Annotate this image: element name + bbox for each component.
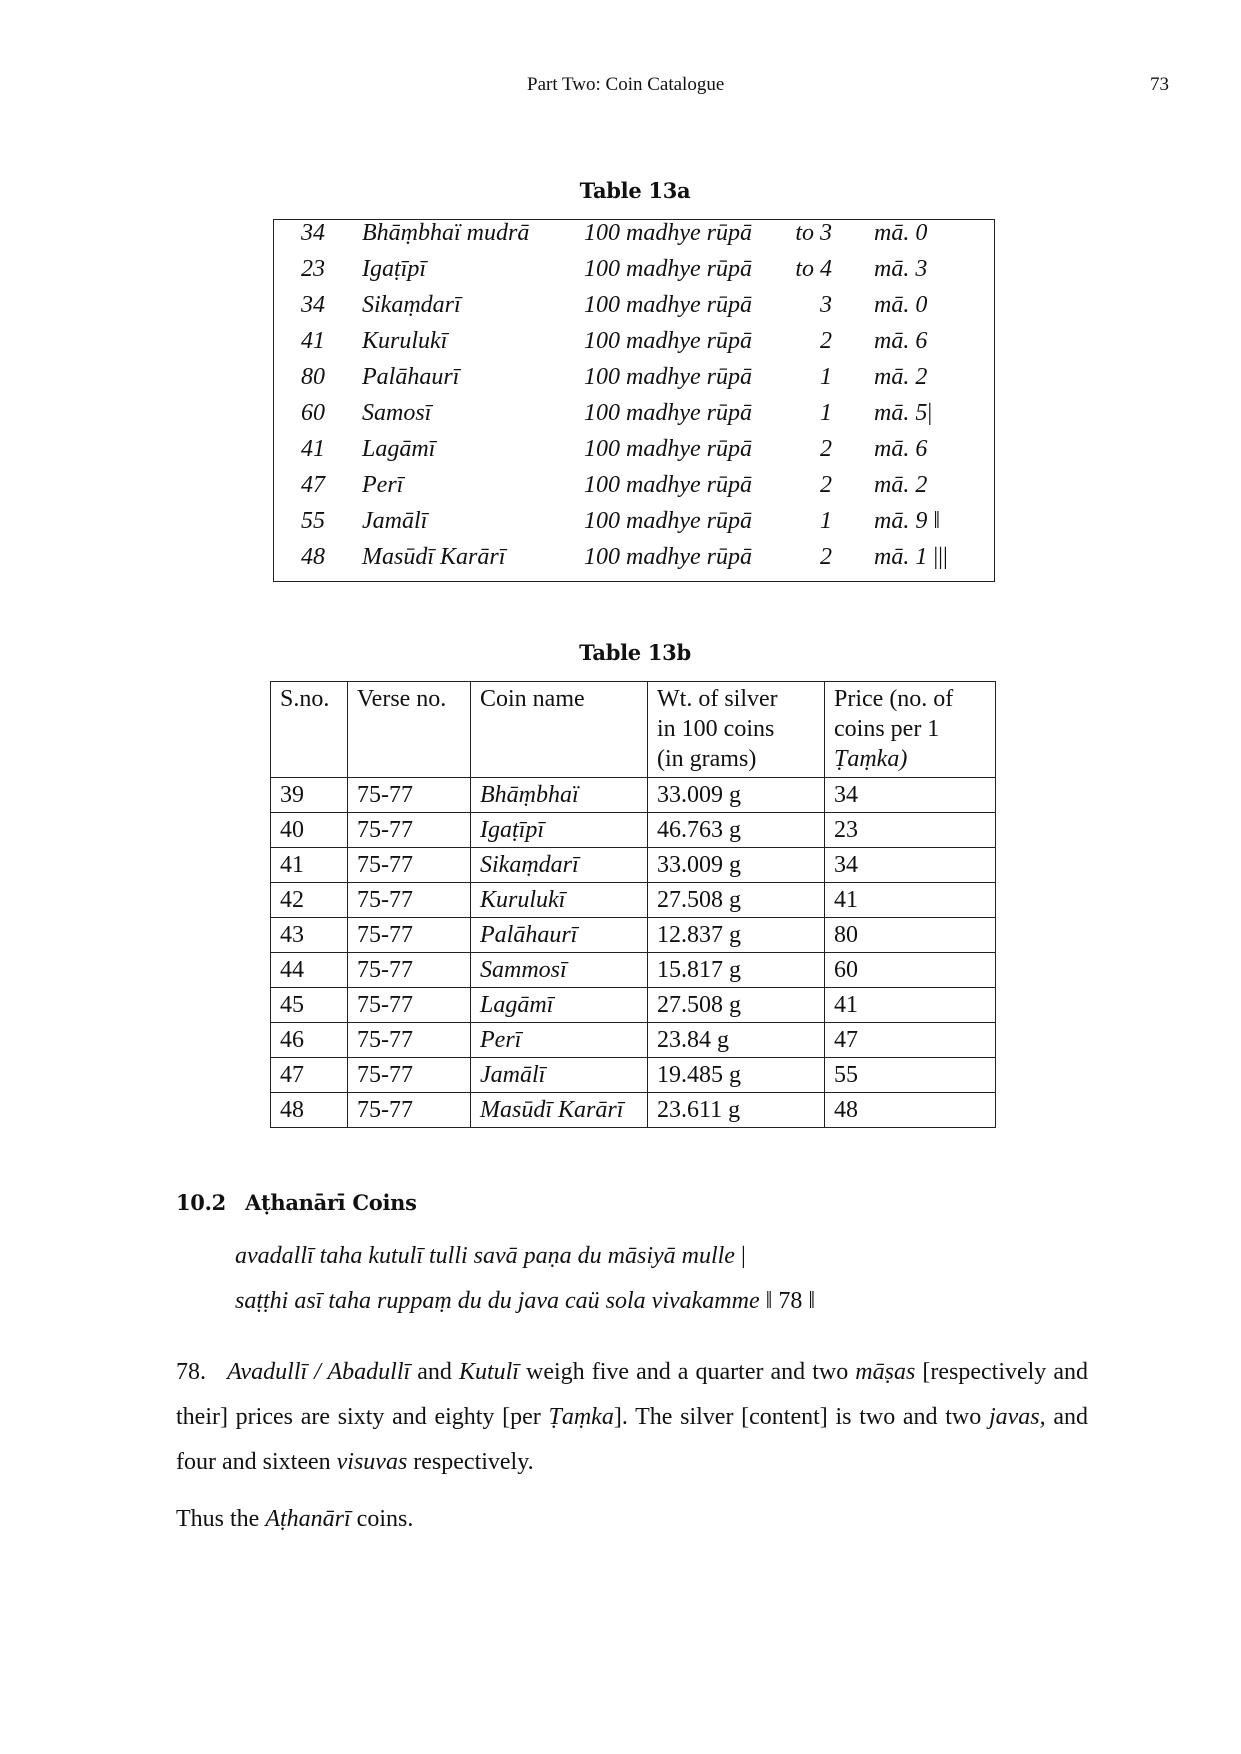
table-row bbox=[274, 292, 994, 328]
count-cell: to 4 bbox=[795, 256, 832, 282]
danda-mark: | bbox=[740, 1243, 746, 1269]
weight-cell: 12.837 g bbox=[648, 918, 825, 953]
masa-cell bbox=[874, 400, 932, 427]
term: Ṭaṃka bbox=[548, 1404, 614, 1430]
text: weigh five and a quarter and two bbox=[518, 1359, 856, 1385]
closing-paragraph bbox=[176, 1497, 1088, 1542]
price-cell: 55 bbox=[301, 508, 325, 534]
verse-cell: 75-77 bbox=[348, 813, 471, 848]
price-cell: 34 bbox=[825, 848, 996, 883]
price-cell: 47 bbox=[825, 1023, 996, 1058]
table-13a bbox=[273, 219, 995, 582]
header-weight-line: Wt. of silver bbox=[657, 686, 778, 712]
text: and bbox=[410, 1359, 459, 1385]
verse-cell: 75-77 bbox=[348, 953, 471, 988]
term: Aṭhanārī bbox=[265, 1506, 351, 1532]
coin-cell: Masūdī Karārī bbox=[362, 544, 506, 570]
table-row bbox=[274, 472, 994, 508]
table-row bbox=[271, 988, 996, 1023]
table-row bbox=[274, 508, 994, 544]
coin-name-cell: Kurulukī bbox=[471, 883, 648, 918]
weight-cell: 23.611 g bbox=[648, 1093, 825, 1128]
sno-cell: 44 bbox=[271, 953, 348, 988]
count-cell: 2 bbox=[820, 436, 832, 462]
sno-cell: 46 bbox=[271, 1023, 348, 1058]
masa-cell bbox=[874, 472, 927, 499]
phrase-cell: 100 madhye rūpā bbox=[584, 544, 752, 570]
phrase-cell: 100 madhye rūpā bbox=[584, 328, 752, 354]
price-cell: 60 bbox=[825, 953, 996, 988]
count-cell: to 3 bbox=[795, 220, 832, 246]
masa-value: mā. 1 bbox=[874, 544, 928, 570]
phrase-cell: 100 madhye rūpā bbox=[584, 400, 752, 426]
masa-cell bbox=[874, 256, 927, 283]
table-13b-caption: Table 13b bbox=[579, 640, 691, 665]
table-row bbox=[271, 813, 996, 848]
verse-number: ‖ 78 ‖ bbox=[765, 1288, 816, 1314]
table-row bbox=[274, 400, 994, 436]
masa-value: mā. 5 bbox=[874, 400, 928, 426]
coin-name-cell: Jamālī bbox=[471, 1058, 648, 1093]
header-price-line: Ṭaṃka) bbox=[834, 746, 908, 772]
danda-mark: ||| bbox=[933, 544, 948, 570]
header-weight-line: in 100 coins bbox=[657, 716, 775, 742]
masa-value: mā. 0 bbox=[874, 292, 928, 318]
masa-cell bbox=[874, 328, 927, 355]
verse-text: avadallī taha kutulī tulli savā paṇa du māsiyā mulle bbox=[235, 1243, 735, 1269]
sno-cell: 41 bbox=[271, 848, 348, 883]
verse-cell: 75-77 bbox=[348, 1093, 471, 1128]
table-row bbox=[274, 256, 994, 292]
coin-cell: Perī bbox=[362, 472, 404, 498]
text: Thus the bbox=[176, 1506, 266, 1532]
masa-value: mā. 6 bbox=[874, 328, 928, 354]
verse-ref: 78. bbox=[176, 1359, 206, 1385]
sno-cell: 47 bbox=[271, 1058, 348, 1093]
table-row bbox=[271, 883, 996, 918]
phrase-cell: 100 madhye rūpā bbox=[584, 472, 752, 498]
verse-cell: 75-77 bbox=[348, 918, 471, 953]
header-price-line: Price (no. of bbox=[834, 686, 954, 712]
sno-cell: 42 bbox=[271, 883, 348, 918]
coin-name-cell: Perī bbox=[471, 1023, 648, 1058]
masa-value: mā. 0 bbox=[874, 220, 928, 246]
table-row bbox=[271, 1093, 996, 1128]
count-cell: 2 bbox=[820, 544, 832, 570]
weight-cell: 46.763 g bbox=[648, 813, 825, 848]
coin-cell: Sikaṃdarī bbox=[362, 292, 461, 318]
term: Avadullī / Abadullī bbox=[227, 1359, 411, 1385]
text: [respectively and their] prices are sixty and eighty [per bbox=[176, 1359, 1089, 1430]
coin-cell: Jamālī bbox=[362, 508, 428, 534]
coin-cell: Bhāṃbhaï mudrā bbox=[362, 220, 530, 246]
coin-name-cell: Bhāṃbhaï bbox=[471, 778, 648, 813]
price-cell: 55 bbox=[825, 1058, 996, 1093]
sno-cell: 40 bbox=[271, 813, 348, 848]
price-cell: 41 bbox=[301, 436, 325, 462]
count-cell: 1 bbox=[820, 400, 832, 426]
masa-value: mā. 6 bbox=[874, 436, 928, 462]
header-price-line: coins per 1 bbox=[834, 716, 940, 742]
phrase-cell: 100 madhye rūpā bbox=[584, 508, 752, 534]
weight-cell: 27.508 g bbox=[648, 883, 825, 918]
price-cell: 41 bbox=[825, 883, 996, 918]
coin-name-cell: Masūdī Karārī bbox=[471, 1093, 648, 1128]
verse-cell: 75-77 bbox=[348, 1058, 471, 1093]
coin-name-cell: Palāhaurī bbox=[471, 918, 648, 953]
term: Kutulī bbox=[458, 1359, 519, 1385]
page-number: 73 bbox=[1150, 74, 1169, 95]
coin-cell: Lagāmī bbox=[362, 436, 436, 462]
header-coin-name: Coin name bbox=[471, 682, 648, 778]
table-row bbox=[271, 778, 996, 813]
verse-cell: 75-77 bbox=[348, 848, 471, 883]
masa-cell bbox=[874, 220, 927, 247]
price-cell: 34 bbox=[825, 778, 996, 813]
verse-cell: 75-77 bbox=[348, 778, 471, 813]
verse-line bbox=[235, 1288, 815, 1315]
phrase-cell: 100 madhye rūpā bbox=[584, 436, 752, 462]
table-row bbox=[274, 328, 994, 364]
price-cell: 41 bbox=[825, 988, 996, 1023]
price-cell: 47 bbox=[301, 472, 325, 498]
count-cell: 3 bbox=[820, 292, 832, 318]
phrase-cell: 100 madhye rūpā bbox=[584, 292, 752, 318]
text: and four and sixteen bbox=[176, 1404, 1088, 1475]
weight-cell: 33.009 g bbox=[648, 848, 825, 883]
verse-cell: 75-77 bbox=[348, 1023, 471, 1058]
header-weight bbox=[648, 682, 825, 778]
table-row bbox=[274, 364, 994, 400]
danda-mark: ‖ bbox=[933, 508, 941, 534]
verse-cell: 75-77 bbox=[348, 883, 471, 918]
term: javas, bbox=[988, 1404, 1046, 1430]
danda-mark: | bbox=[927, 400, 933, 426]
table-row bbox=[274, 436, 994, 472]
coin-cell: Palāhaurī bbox=[362, 364, 460, 390]
price-cell: 34 bbox=[301, 220, 325, 246]
commentary-paragraph bbox=[176, 1350, 1088, 1485]
table-row bbox=[274, 220, 994, 256]
coin-name-cell: Sammosī bbox=[471, 953, 648, 988]
table-13b bbox=[270, 681, 996, 1128]
price-cell: 60 bbox=[301, 400, 325, 426]
price-cell: 34 bbox=[301, 292, 325, 318]
price-cell: 41 bbox=[301, 328, 325, 354]
price-cell: 80 bbox=[825, 918, 996, 953]
masa-value: mā. 3 bbox=[874, 256, 928, 282]
sno-cell: 48 bbox=[271, 1093, 348, 1128]
count-cell: 1 bbox=[820, 364, 832, 390]
count-cell: 2 bbox=[820, 328, 832, 354]
price-cell: 48 bbox=[825, 1093, 996, 1128]
term: māṣas bbox=[855, 1359, 916, 1385]
coin-cell: Kurulukī bbox=[362, 328, 448, 354]
section-title: Aṭhanārī Coins bbox=[244, 1190, 417, 1215]
weight-cell: 27.508 g bbox=[648, 988, 825, 1023]
table-row bbox=[271, 953, 996, 988]
price-cell: 48 bbox=[301, 544, 325, 570]
running-title: Part Two: Coin Catalogue bbox=[527, 74, 725, 95]
coin-name-cell: Lagāmī bbox=[471, 988, 648, 1023]
table-row bbox=[271, 1023, 996, 1058]
weight-cell: 23.84 g bbox=[648, 1023, 825, 1058]
text: coins. bbox=[350, 1506, 414, 1532]
masa-cell bbox=[874, 292, 927, 319]
sno-cell: 45 bbox=[271, 988, 348, 1023]
price-cell: 80 bbox=[301, 364, 325, 390]
phrase-cell: 100 madhye rūpā bbox=[584, 364, 752, 390]
masa-cell bbox=[874, 364, 927, 391]
sno-cell: 39 bbox=[271, 778, 348, 813]
table-header-row bbox=[271, 682, 996, 778]
phrase-cell: 100 madhye rūpā bbox=[584, 256, 752, 282]
verse-line bbox=[235, 1243, 746, 1270]
masa-cell bbox=[874, 508, 940, 535]
weight-cell: 15.817 g bbox=[648, 953, 825, 988]
coin-name-cell: Sikaṃdarī bbox=[471, 848, 648, 883]
masa-cell bbox=[874, 544, 948, 571]
header-price bbox=[825, 682, 996, 778]
table-row bbox=[271, 918, 996, 953]
header-sno: S.no. bbox=[271, 682, 348, 778]
masa-value: mā. 2 bbox=[874, 364, 928, 390]
verse-cell: 75-77 bbox=[348, 988, 471, 1023]
table-row bbox=[274, 544, 994, 580]
count-cell: 2 bbox=[820, 472, 832, 498]
table-row bbox=[271, 1058, 996, 1093]
verse-text: saṭṭhi asī taha ruppaṃ du du java caü sola vivakamme bbox=[235, 1288, 760, 1314]
coin-cell: Samosī bbox=[362, 400, 432, 426]
text: respectively. bbox=[407, 1449, 534, 1475]
section-heading bbox=[176, 1190, 417, 1215]
price-cell: 23 bbox=[301, 256, 325, 282]
text: ]. The silver [content] is two and two bbox=[613, 1404, 989, 1430]
sno-cell: 43 bbox=[271, 918, 348, 953]
term: visuvas bbox=[336, 1449, 408, 1475]
weight-cell: 19.485 g bbox=[648, 1058, 825, 1093]
table-row bbox=[271, 848, 996, 883]
table-13a-caption: Table 13a bbox=[579, 178, 691, 203]
section-number: 10.2 bbox=[176, 1190, 226, 1215]
header-weight-line: (in grams) bbox=[657, 746, 757, 772]
header-verse: Verse no. bbox=[348, 682, 471, 778]
weight-cell: 33.009 g bbox=[648, 778, 825, 813]
coin-cell: Igaṭīpī bbox=[362, 256, 426, 282]
masa-cell bbox=[874, 436, 927, 463]
count-cell: 1 bbox=[820, 508, 832, 534]
masa-value: mā. 2 bbox=[874, 472, 928, 498]
masa-value: mā. 9 bbox=[874, 508, 928, 534]
coin-name-cell: Igaṭīpī bbox=[471, 813, 648, 848]
price-cell: 23 bbox=[825, 813, 996, 848]
phrase-cell: 100 madhye rūpā bbox=[584, 220, 752, 246]
